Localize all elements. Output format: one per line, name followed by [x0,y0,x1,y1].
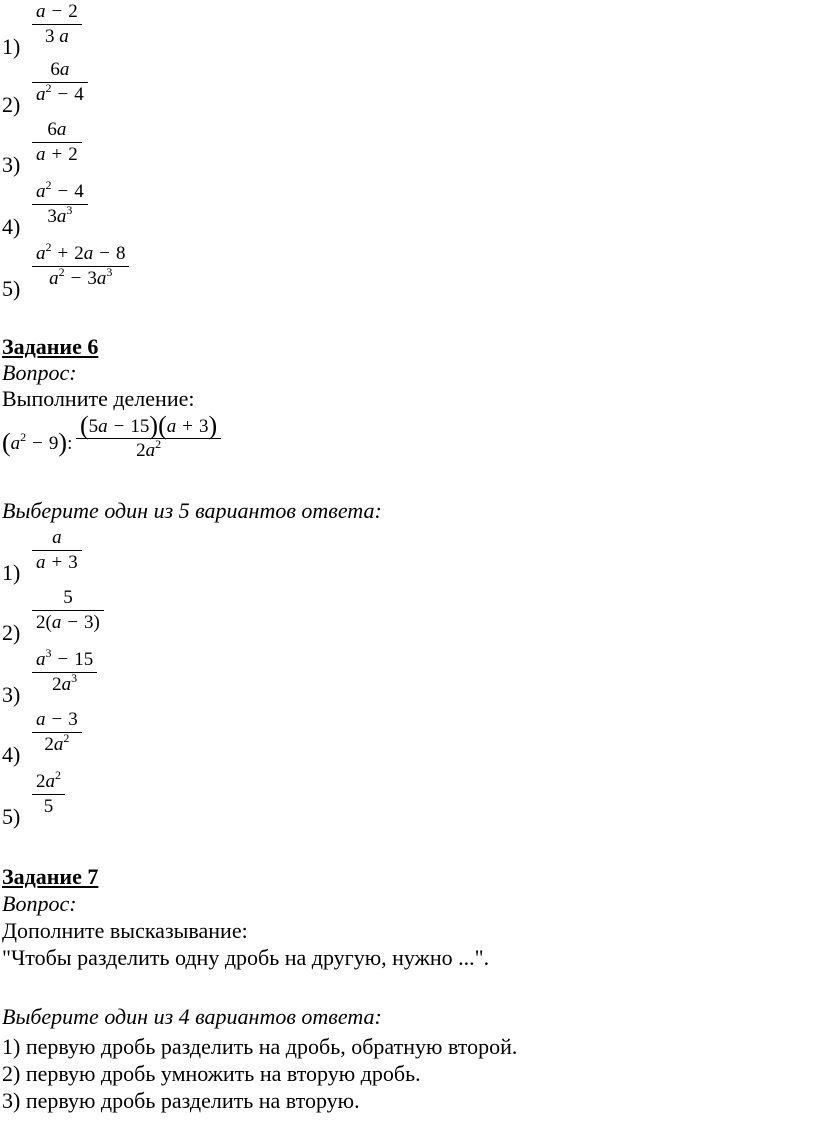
fraction: $\frac{5}{2(a - 3)}$ [32,586,104,635]
fraction: $\frac{a}{a + 3}$ [32,526,82,575]
task6-option-2[interactable] [2,586,302,644]
prev-option-3 [2,118,302,176]
task7-prompt: Выберите один из 4 вариантов ответа: [2,1004,382,1029]
task7-option-2[interactable]: 2) первую дробь умножить на вторую дробь. [2,1061,421,1086]
option-number: 3) [2,152,21,177]
option-number: 5) [2,276,21,301]
fraction: $\frac{a^2 - 4}{3a^3}$ [32,180,88,229]
fraction: $\frac{a^2 + 2a - 8}{a^2 - 3a^3}$ [32,242,129,291]
option-number: 1) [2,34,21,59]
task6-heading: Задание 6 [2,334,99,359]
option-number: 2) [2,620,21,645]
fraction: $\frac{6a}{a^2 - 4}$ [32,58,88,107]
fraction: $\frac{a - 3}{2a^2}$ [32,708,82,757]
task6-option-5[interactable] [2,770,302,828]
task7-question-text: Дополните высказывание: [2,918,248,943]
task6-option-1[interactable] [2,526,302,584]
task6-option-3[interactable] [2,648,302,706]
expression-divisor-fraction: $\frac{(5a - 15)(a + 3)}{2a^2}$ [76,414,221,463]
fraction: $\frac{a^3 - 15}{2a^3}$ [32,648,97,697]
task6-option-4[interactable] [2,708,302,766]
task7-statement: "Чтобы разделить одну дробь на другую, нужно ...". [2,945,490,970]
task7-option-3[interactable]: 3) первую дробь разделить на вторую. [2,1088,360,1113]
task6-question-text: Выполните деление: [2,386,195,411]
task6-prompt: Выберите один из 5 вариантов ответа: [2,498,382,523]
prev-option-4 [2,180,302,238]
task7-option-1[interactable]: 1) первую дробь разделить на дробь, обратную второй. [2,1034,518,1059]
task6-expression [2,411,262,470]
fraction: $\frac{2a^2}{5}$ [32,770,65,819]
fraction: $\frac{6a}{a + 2}$ [32,118,82,167]
option-number: 4) [2,214,21,239]
prev-option-1 [2,0,302,58]
task7-heading: Задание 7 [2,864,99,889]
prev-option-2 [2,58,302,116]
option-number: 3) [2,682,21,707]
option-number: 5) [2,804,21,829]
prev-option-5 [2,242,302,300]
task6-question-label: Вопрос: [2,360,77,385]
option-number: 4) [2,742,21,767]
fraction: $\frac{a - 2}{3 a}$ [32,0,82,49]
task7-question-label: Вопрос: [2,891,77,916]
option-number: 2) [2,92,21,117]
option-number: 1) [2,560,21,585]
expression-dividend: $(a^2 - 9)$: [2,428,73,457]
